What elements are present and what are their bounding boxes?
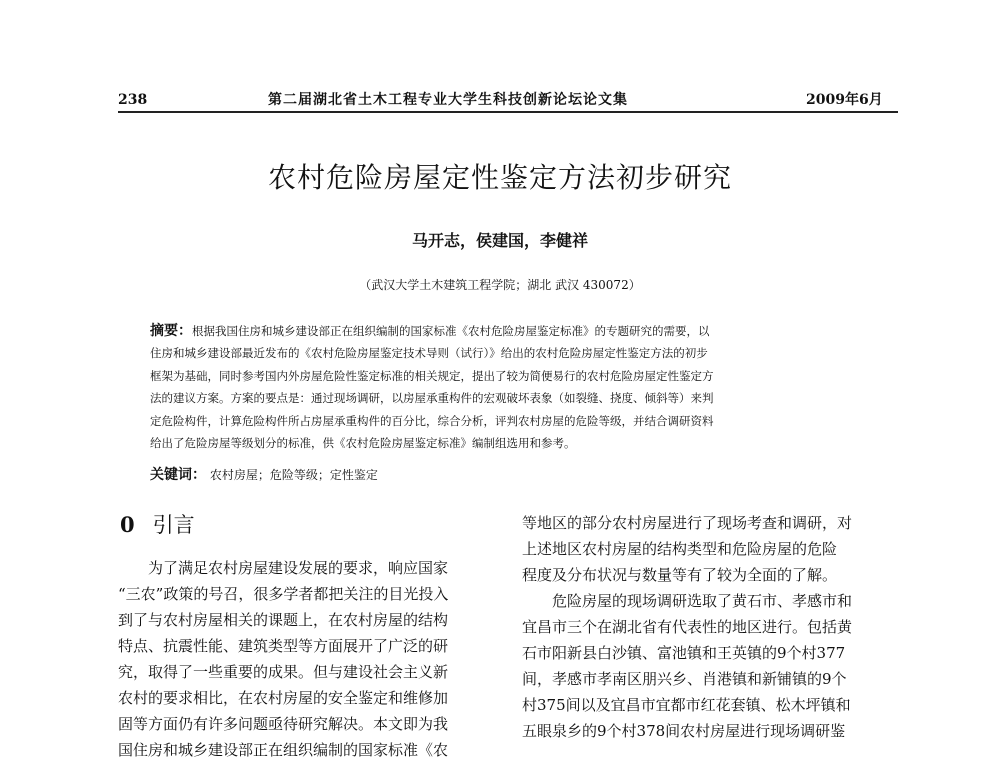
body-line: 到了与农村房屋相关的课题上，在农村房屋的结构 xyxy=(118,611,449,629)
section-heading xyxy=(120,512,195,538)
body-line: 石市阳新县白沙镇、富池镇和王英镇的9个村377 xyxy=(522,644,846,662)
section-title: 引言 xyxy=(152,513,195,537)
keywords-line xyxy=(150,466,378,484)
abstract-label: 摘要： xyxy=(150,323,192,339)
body-line: 为了满足农村房屋建设发展的要求，响应国家 xyxy=(148,559,449,577)
body-line: 等地区的部分农村房屋进行了现场考查和调研，对 xyxy=(522,514,853,532)
body-line: 农村的要求相比，在农村房屋的安全鉴定和维修加 xyxy=(118,689,449,707)
body-line: 宜昌市三个在湖北省有代表性的地区进行。包括黄 xyxy=(522,618,853,636)
running-header-title: 第二届湖北省土木工程专业大学生科技创新论坛论文集 xyxy=(268,92,628,108)
body-line: “三农”政策的号召，很多学者都把关注的目光投入 xyxy=(118,585,449,603)
abstract-line xyxy=(150,320,870,342)
body-line: 间，孝感市孝南区朋兴乡、肖港镇和新铺镇的9个 xyxy=(522,670,847,688)
running-header-date: 2009年6月 xyxy=(806,92,883,108)
keywords-label: 关键词： xyxy=(150,467,206,483)
paper-title: 农村危险房屋定性鉴定方法初步研究 xyxy=(267,161,732,194)
body-line: 五眼泉乡的9个村378间农村房屋进行现场调研鉴 xyxy=(522,722,846,740)
abstract-line: 法的建议方案。方案的要点是：通过现场调研，以房屋承重构件的宏观破坏表象（如裂缝、挠度、倾斜等）来判 xyxy=(150,391,714,406)
abstract-line: 住房和城乡建设部最近发布的《农村危险房屋鉴定技术导则（试行）》给出的农村危险房屋定性鉴定方法的初步 xyxy=(150,346,708,361)
body-line: 国住房和城乡建设部正在组织编制的国家标准《农 xyxy=(118,741,449,759)
abstract-line: 给出了危险房屋等级划分的标准，供《农村危险房屋鉴定标准》编制组选用和参考。 xyxy=(150,435,576,450)
body-line: 究，取得了一些重要的成果。但与建设社会主义新 xyxy=(118,663,449,681)
abstract-line: 框架为基础，同时参考国内外房屋危险性鉴定标准的相关规定，提出了较为简便易行的农村危险房屋定性鉴定方 xyxy=(150,368,714,383)
body-line: 特点、抗震性能、建筑类型等方面展开了广泛的研 xyxy=(118,637,449,655)
left-column xyxy=(118,555,498,763)
body-line: 上述地区农村房屋的结构类型和危险房屋的危险 xyxy=(522,540,838,558)
body-line: 危险房屋的现场调研选取了黄石市、孝感市和 xyxy=(552,592,853,610)
abstract-block xyxy=(150,320,870,454)
affiliation: （武汉大学土木建筑工程学院；湖北 武汉 430072） xyxy=(359,278,641,292)
right-column xyxy=(522,510,902,744)
authors: 马开志，侯建国，李健祥 xyxy=(411,231,588,250)
body-line: 固等方面仍有许多问题亟待研究解决。本文即为我 xyxy=(118,715,449,733)
body-line: 程度及分布状况与数量等有了较为全面的了解。 xyxy=(522,566,838,584)
keywords-text: 农村房屋；危险等级；定性鉴定 xyxy=(209,468,378,482)
abstract-line: 定危险构件，计算危险构件所占房屋承重构件的百分比，综合分析，评判农村房屋的危险等级，并结合调研资料 xyxy=(150,413,714,428)
page-number: 238 xyxy=(118,92,148,108)
body-line: 村375间以及宜昌市宜都市红花套镇、松木坪镇和 xyxy=(522,696,851,714)
header-rule xyxy=(118,111,898,113)
section-number: 0 xyxy=(120,512,135,537)
abstract-text: 根据我国住房和城乡建设部正在组织编制的国家标准《农村危险房屋鉴定标准》的专题研究的需要，以 xyxy=(192,324,710,338)
